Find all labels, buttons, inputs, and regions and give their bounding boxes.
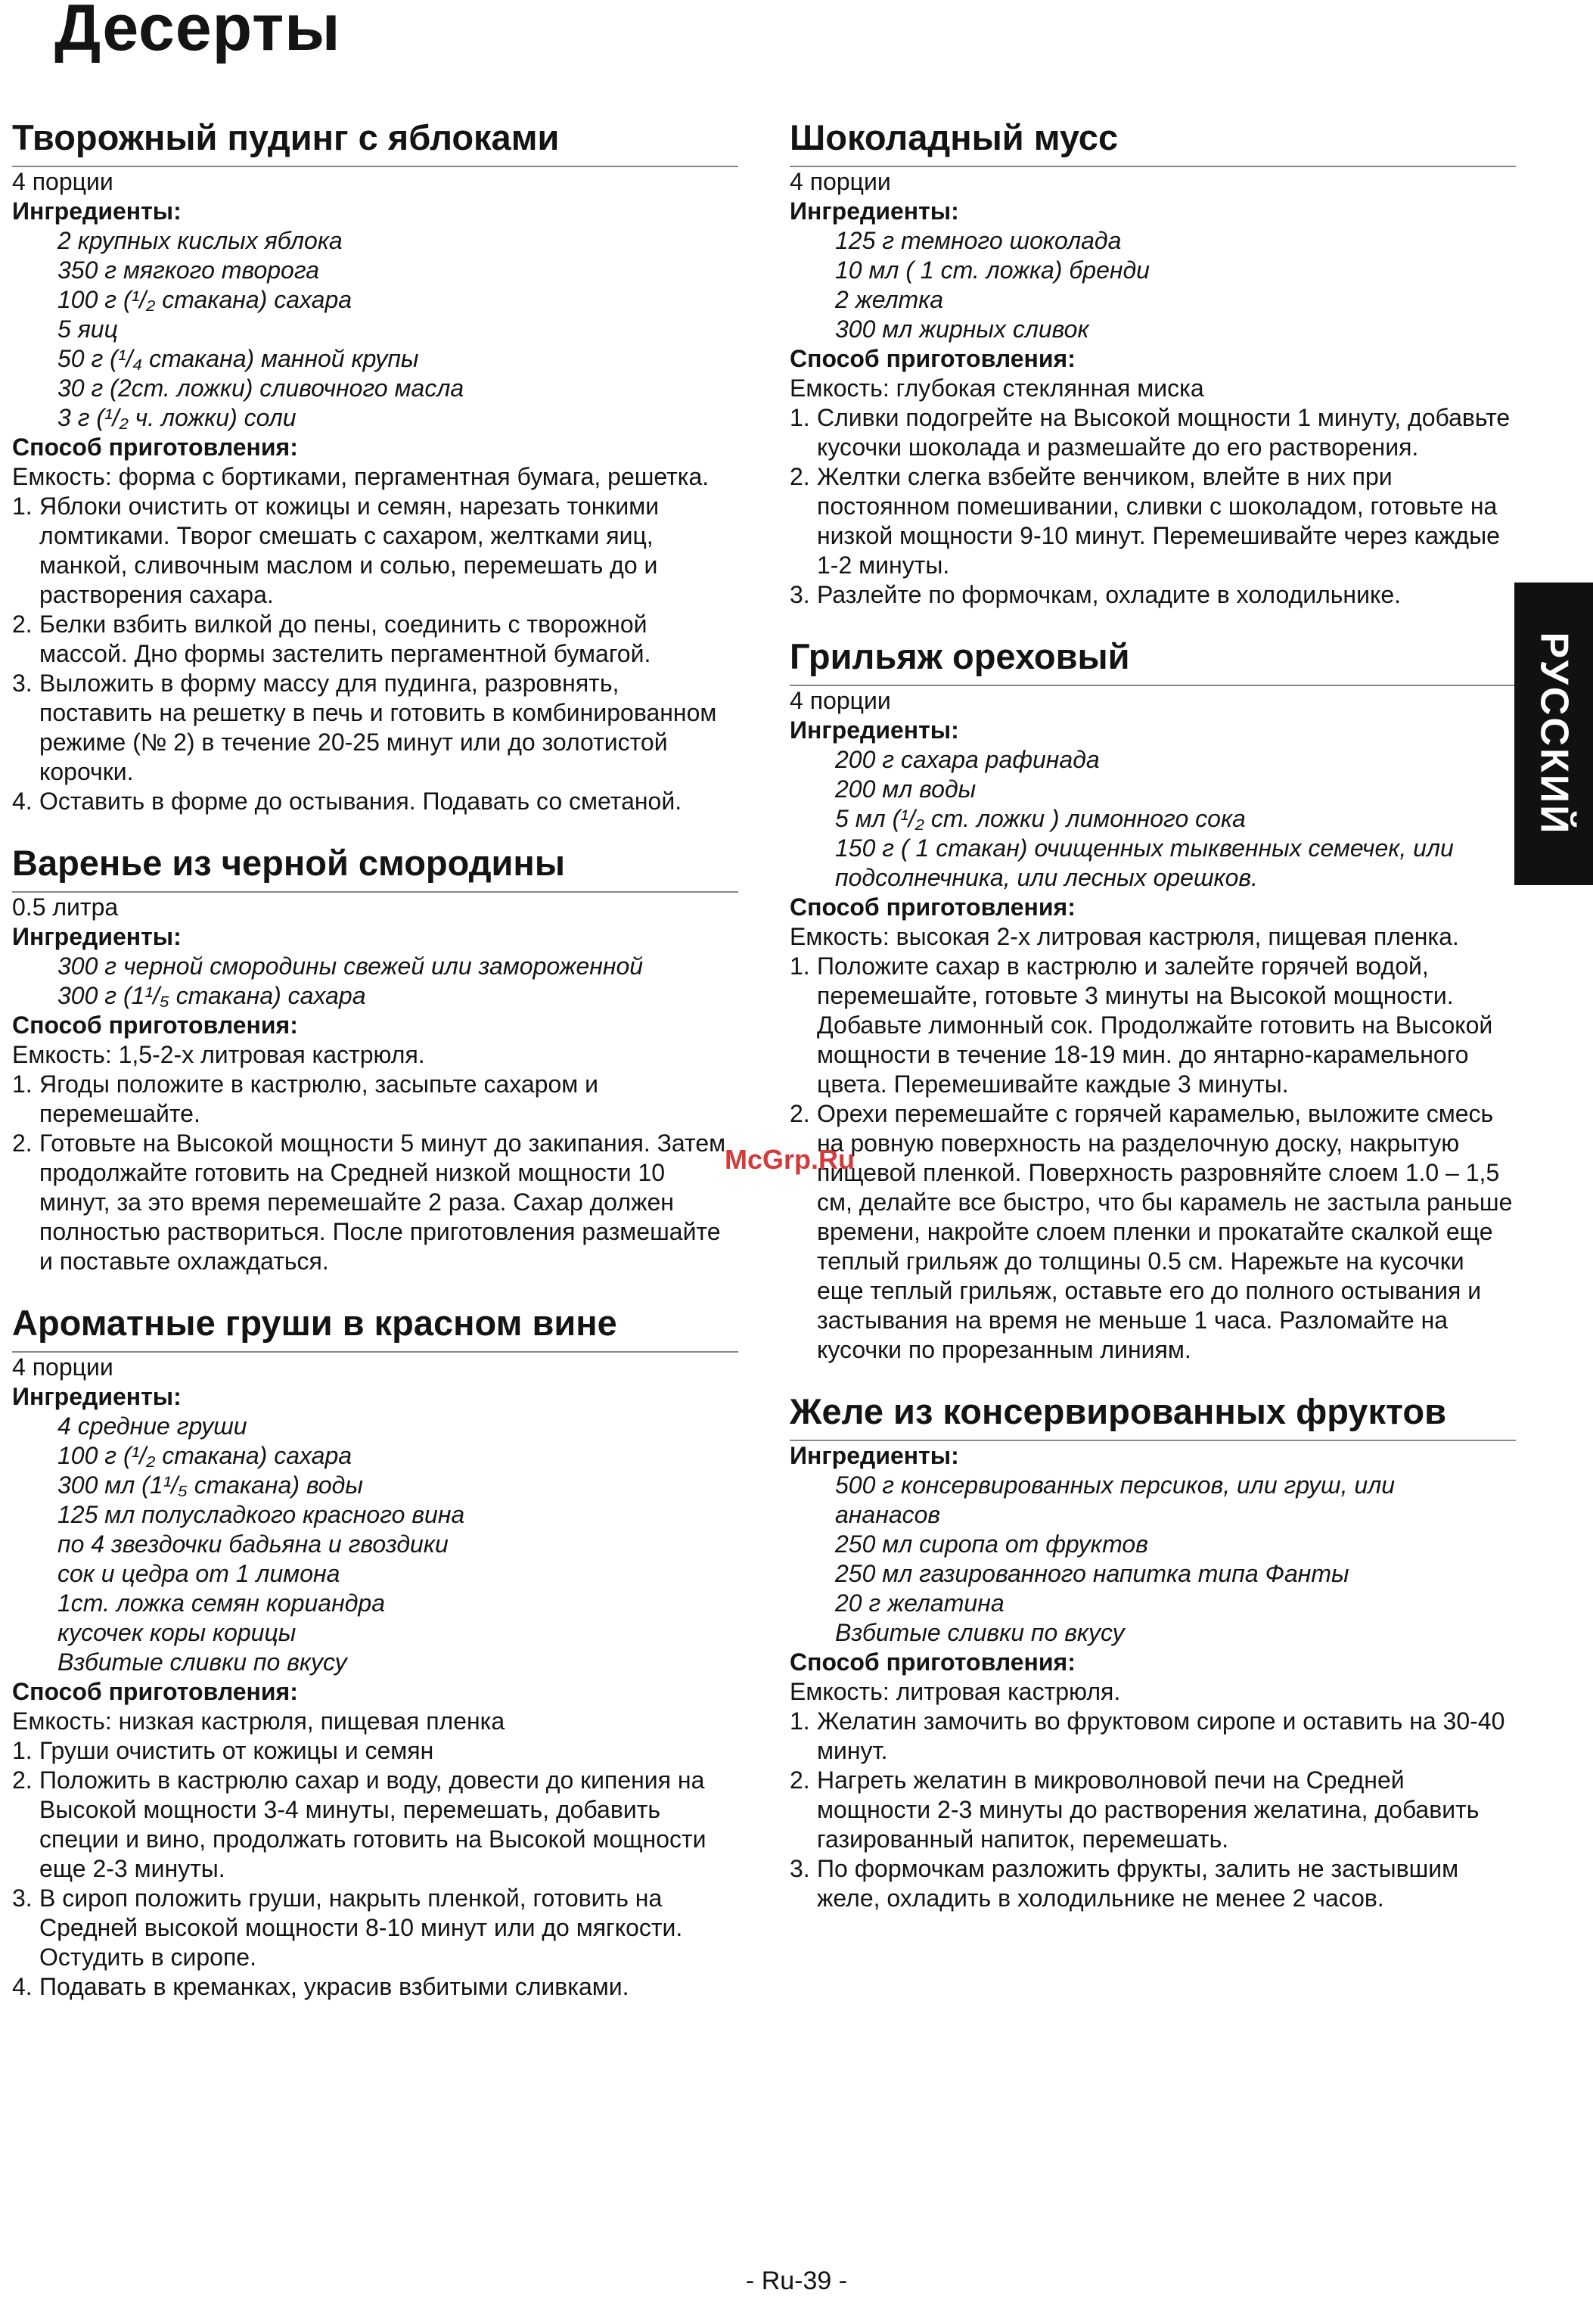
step-text: Орехи перемешайте с горячей карамелью, выложите смесь на ровную поверхность на разделочную доску, накрытую пищевой пленкой. Поверхность разровняйте слоем 1.0 – 1,5 см, делайте все быстро, что бы карамель не застыла раньше времени, накройте слоем пленки и прокатайте скалкой еще теплый грильяж до толщины 0.5 см. Нарежьте на кусочки еще теплый грильяж, оставьте его до полного остывания и застывания на время не меньше 1 часа. Разломайте на кусочки по прорезанным линиям. (817, 1099, 1513, 1363)
step-number: 1. (790, 1707, 810, 1735)
step-text: Разлейте по формочкам, охладите в холодильнике. (817, 580, 1402, 608)
page-number: - Ru-39 - (745, 2267, 848, 2295)
portions: 4 порции (12, 167, 113, 195)
left-column (12, 113, 738, 2024)
recipe-title: Творожный пудинг с яблоками (12, 113, 738, 167)
ingredient-item: по 4 звездочки бадьяна и гвоздики (57, 1530, 449, 1558)
ingredient-item: кусочек коры корицы (57, 1618, 297, 1646)
container-text: Емкость: глубокая стеклянная миска (790, 374, 1204, 402)
steps-list (12, 492, 738, 816)
step-number: 3. (790, 1854, 810, 1882)
ingredient-item: 350 г мягкого творога (57, 256, 320, 284)
ingredients-label: Ингредиенты: (790, 1441, 959, 1469)
step-number: 2. (12, 1129, 33, 1157)
step-number: 1. (12, 492, 33, 520)
ingredient-item: 300 мл жирных сливок (835, 315, 1089, 343)
step-number: 4. (12, 1972, 33, 2000)
step-text: Положить в кастрюлю сахар и воду, довести до кипения на Высокой мощности 3-4 минуты, перемешать, добавить специи и вино, продолжать готовить на Высокой мощности еще 2-3 минуты. (39, 1766, 706, 1882)
step-text: Желтки слегка взбейте венчиком, влейте в них при постоянном помешивании, сливки с шоколадом, готовьте на низкой мощности 9-10 минут. Перемешивайте через каждые 1-2 минуты. (817, 462, 1500, 579)
recipe (12, 839, 738, 1276)
step-item (12, 1766, 738, 1884)
recipe-title: Грильяж ореховый (790, 632, 1516, 686)
step-text: Готовьте на Высокой мощности 5 минут до закипания. Затем продолжайте готовить на Средней низкой мощности 10 минут, за это время перемешайте 2 раза. Сахар должен полностью раствориться. После приготовления размешайте и поставьте охлаждаться. (39, 1129, 726, 1275)
ingredient-item: 500 г консервированных персиков, или груш, или ананасов (835, 1471, 1396, 1528)
container-text: Емкость: низкая кастрюля, пищевая пленка (12, 1707, 505, 1735)
step-text: Сливки подогрейте на Высокой мощности 1 минуту, добавьте кусочки шоколада и размешайте до его растворения. (817, 403, 1511, 461)
step-item (12, 1884, 738, 1972)
recipe (12, 113, 738, 816)
recipe (790, 632, 1516, 1365)
container-text: Емкость: 1,5-2-х литровая кастрюля. (12, 1040, 425, 1068)
step-text: В сироп положить груши, накрыть пленкой, готовить на Средней высокой мощности 8-10 минут или до мягкости. Остудить в сиропе. (39, 1884, 683, 1971)
step-item (790, 462, 1516, 580)
step-text: Положите сахар в кастрюлю и залейте горячей водой, перемешайте, готовьте 3 минуты на Высокой мощности. Добавьте лимонный сок. Продолжайте готовить на Высокой мощности в течение 18-19 мин. до янтарно-карамельного цвета. Перемешивайте каждые 3 минуты. (817, 952, 1493, 1098)
step-item (790, 952, 1516, 1099)
ingredient-item: 100 г (¹/₂ стакана) сахара (57, 1441, 352, 1469)
ingredient-item: 1ст. ложка семян кориандра (57, 1589, 385, 1617)
ingredient-item: сок и цедра от 1 лимона (57, 1559, 340, 1587)
ingredient-item: 10 мл ( 1 ст. ложка) бренди (835, 256, 1150, 284)
ingredient-item: 150 г ( 1 стакан) очищенных тыквенных семечек, или подсолнечника, или лесных орешков. (835, 834, 1454, 891)
ingredient-item: 4 средние груши (57, 1412, 247, 1440)
step-number: 2. (12, 1766, 33, 1794)
container-text: Емкость: форма с бортиками, пергаментная бумага, решетка. (12, 462, 710, 490)
steps-list (790, 1707, 1516, 1913)
right-column (790, 113, 1516, 1936)
step-item (12, 1736, 738, 1766)
step-item (12, 492, 738, 610)
page-title: Десерты (54, 0, 341, 64)
step-item (790, 1099, 1516, 1365)
steps-list (790, 952, 1516, 1365)
step-item (12, 610, 738, 669)
step-number: 4. (12, 787, 33, 815)
recipe (790, 1387, 1516, 1913)
ingredient-item: 300 г (1¹/₅ стакана) сахара (57, 981, 366, 1009)
container-text: Емкость: высокая 2-х литровая кастрюля, пищевая пленка. (790, 922, 1459, 950)
ingredient-item: Взбитые сливки по вкусу (835, 1618, 1125, 1646)
portions: 4 порции (12, 1353, 113, 1381)
ingredients-label: Ингредиенты: (790, 716, 959, 744)
ingredient-item: 250 мл газированного напитка типа Фанты (835, 1559, 1349, 1587)
ingredient-item: 300 мл (1¹/₅ стакана) воды (57, 1471, 363, 1499)
language-tab-label: РУССКИЙ (1532, 632, 1576, 836)
watermark: McGrp.Ru (725, 1144, 856, 1175)
step-item (790, 1707, 1516, 1766)
step-text: По формочкам разложить фрукты, залить не застывшим желе, охладить в холодильнике не менее 2 часов. (817, 1854, 1459, 1912)
ingredients-label: Ингредиенты: (12, 1382, 182, 1410)
step-number: 3. (12, 1884, 33, 1912)
step-text: Подавать в креманках, украсив взбитыми сливками. (39, 1972, 629, 2000)
steps-list (12, 1736, 738, 2002)
method-label: Способ приготовления: (790, 893, 1076, 921)
method-label: Способ приготовления: (12, 433, 298, 461)
recipe-title: Ароматные груши в красном вине (12, 1299, 738, 1353)
steps-list (790, 403, 1516, 610)
method-label: Способ приготовления: (790, 1648, 1076, 1676)
step-text: Белки взбить вилкой до пены, соединить с творожной массой. Дно формы застелить пергаментной бумагой. (39, 610, 651, 667)
step-item (12, 1070, 738, 1129)
step-number: 3. (790, 580, 810, 608)
method-label: Способ приготовления: (790, 344, 1076, 372)
step-number: 1. (790, 403, 810, 431)
ingredients-label: Ингредиенты: (790, 197, 959, 225)
ingredient-item: 200 г сахара рафинада (835, 745, 1100, 773)
step-item (12, 669, 738, 787)
ingredient-item: 300 г черной смородины свежей или замороженной (57, 952, 644, 980)
step-text: Нагреть желатин в микроволновой печи на Средней мощности 2-3 минуты до растворения желатина, добавить газированный напиток, перемешать. (817, 1766, 1480, 1853)
step-number: 1. (12, 1736, 33, 1764)
language-tab (1514, 583, 1593, 885)
ingredient-item: 250 мл сиропа от фруктов (835, 1530, 1148, 1558)
ingredient-item: 20 г желатина (835, 1589, 1005, 1617)
step-number: 2. (790, 1099, 810, 1127)
ingredients-label: Ингредиенты: (12, 197, 182, 225)
container-text: Емкость: литровая кастрюля. (790, 1677, 1121, 1705)
step-number: 1. (12, 1070, 33, 1098)
ingredient-item: 125 г темного шоколада (835, 226, 1122, 254)
step-text: Оставить в форме до остывания. Подавать со сметаной. (39, 787, 682, 815)
recipe-title: Варенье из черной смородины (12, 839, 738, 893)
ingredient-item: Взбитые сливки по вкусу (57, 1648, 347, 1676)
step-text: Груши очистить от кожицы и семян (39, 1736, 434, 1764)
step-number: 2. (12, 610, 33, 638)
step-text: Желатин замочить во фруктовом сиропе и оставить на 30-40 минут. (817, 1707, 1505, 1764)
portions: 4 порции (790, 167, 891, 195)
method-label: Способ приготовления: (12, 1011, 298, 1039)
step-text: Ягоды положите в кастрюлю, засыпьте сахаром и перемешайте. (39, 1070, 599, 1127)
portions: 0.5 литра (12, 893, 119, 921)
ingredient-item: 30 г (2ст. ложки) сливочного масла (57, 374, 464, 402)
ingredient-item: 2 крупных кислых яблока (57, 226, 343, 254)
recipe-title: Шоколадный мусс (790, 113, 1516, 167)
step-text: Яблоки очистить от кожицы и семян, нарезать тонкими ломтиками. Творог смешать с сахаром, желтками яиц, манкой, сливочным маслом и солью, перемешать до и растворения сахара. (39, 492, 660, 608)
step-item (790, 580, 1516, 610)
step-item (12, 1972, 738, 2002)
step-number: 1. (790, 952, 810, 980)
step-text: Выложить в форму массу для пудинга, разровнять, поставить на решетку в печь и готовить в комбинированном режиме (№ 2) в течение 20-25 минут или до золотистой корочки. (39, 669, 717, 785)
ingredients-label: Ингредиенты: (12, 922, 182, 950)
step-item (790, 1854, 1516, 1913)
step-item (12, 787, 738, 816)
ingredient-item: 3 г (¹/₂ ч. ложки) соли (57, 403, 297, 431)
recipe (790, 113, 1516, 610)
step-number: 2. (790, 1766, 810, 1794)
portions: 4 порции (790, 686, 891, 714)
ingredient-item: 5 яиц (57, 315, 118, 343)
ingredient-item: 125 мл полусладкого красного вина (57, 1500, 465, 1528)
step-number: 2. (790, 462, 810, 490)
ingredient-item: 200 мл воды (835, 775, 977, 803)
steps-list (12, 1070, 738, 1276)
recipe-title: Желе из консервированных фруктов (790, 1387, 1516, 1441)
step-item (790, 1766, 1516, 1854)
step-item (790, 403, 1516, 462)
method-label: Способ приготовления: (12, 1677, 298, 1705)
step-item (12, 1129, 738, 1276)
ingredient-item: 2 желтка (835, 285, 944, 313)
step-number: 3. (12, 669, 33, 697)
ingredient-item: 50 г (¹/₄ стакана) манной крупы (57, 344, 419, 372)
ingredient-item: 5 мл (¹/₂ ст. ложки ) лимонного сока (835, 804, 1246, 832)
ingredient-item: 100 г (¹/₂ стакана) сахара (57, 285, 352, 313)
recipe (12, 1299, 738, 2002)
